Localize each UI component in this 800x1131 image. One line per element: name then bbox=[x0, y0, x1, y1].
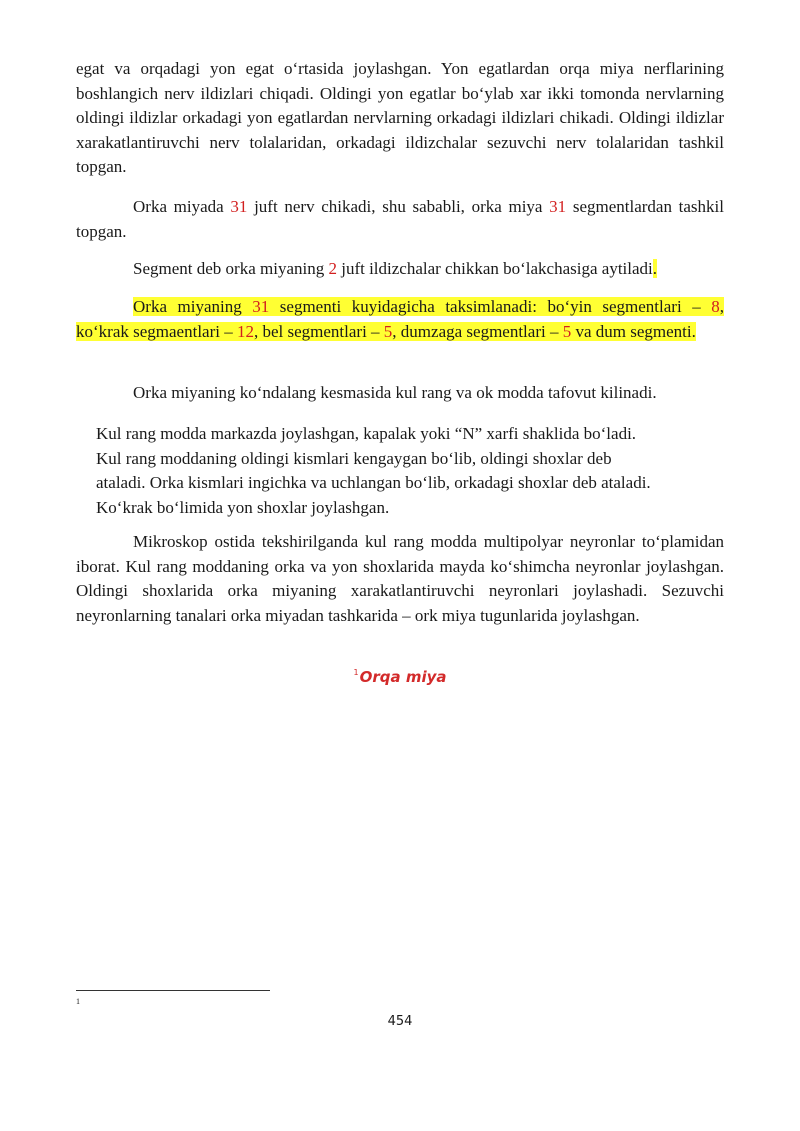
text-run: , dumzaga segmentlari – bbox=[392, 321, 563, 341]
number-highlight: 12 bbox=[236, 321, 254, 341]
text-run: Orka miyaning bbox=[133, 297, 253, 316]
paragraph-nerve-count bbox=[76, 195, 724, 244]
text-run: , ko‘krak segmaentlari – bbox=[76, 297, 724, 341]
text-run: juft nerv chikadi, shu sababli, orka miya bbox=[247, 197, 550, 216]
paragraph-spinal-roots: egat va orqadagi yon egat o‘rtasida joylashgan. Yon egatlardan orqa miya nerflarining boshlangich nerv ildizlari chiqadi. Oldingi yon egatlar bo‘ylab xar ikki tomonda nervlarning oldingi ildizlar orkadagi yon egatlardan nervlarning orkadagi ildizlari chikadi. Oldingi ildizlar xarakatlantiruvchi nerv tolalaridan, orkadagi ildizchalar sezuvchi nerv tolalaridan tashkil topgan. bbox=[76, 59, 724, 176]
text-run: juft ildizchalar chikkan bo‘lakchasiga aytiladi bbox=[336, 259, 653, 278]
text-run: va dum segmenti. bbox=[571, 321, 696, 341]
block-line: Kul rang modda markazda joylashgan, kapalak yoki “N” xarfi shaklida bo‘ladi. bbox=[96, 424, 637, 443]
gray-matter-block bbox=[96, 422, 716, 520]
number-highlight: 31 bbox=[549, 197, 567, 216]
number-highlight: 5 bbox=[383, 321, 393, 341]
paragraph-cross-section: Orka miyaning ko‘ndalang kesmasida kul rang va ok modda tafovut kilinadi. bbox=[133, 383, 657, 402]
number-highlight: 2 bbox=[328, 259, 337, 278]
text-run: Segment deb orka miyaning bbox=[133, 259, 329, 278]
number-highlight: 8 bbox=[711, 297, 720, 316]
highlighted-period: . bbox=[652, 259, 658, 278]
block-line: ataladi. Orka kismlari ingichka va uchlangan bo‘lib, orkadagi shoxlar deb ataladi. bbox=[96, 473, 651, 492]
number-highlight: 5 bbox=[562, 321, 572, 341]
text-run: Orka miyada bbox=[133, 197, 231, 216]
block-line: Kul rang moddaning oldingi kismlari kengaygan bo‘lib, oldingi shoxlar deb bbox=[96, 448, 612, 468]
paragraph-segment-division bbox=[76, 295, 724, 344]
paragraph-microscope: Mikroskop ostida tekshirilganda kul rang modda multipolyar neyronlar to‘plamidan iborat. Kul rang moddaning orka va yon shoxlarida mayda ko‘shimcha neyronlar joylashgan. Oldingi shoxlarida orka miyaning xarakatlantiruvchi neyronlari joylashadi. Sezuvchi neyronlarning tanalari orka miyadan tashkarida – ork miya tugunlarida joylashgan. bbox=[76, 532, 724, 625]
text-run: segmentlardan tashkil topgan. bbox=[76, 197, 724, 241]
number-highlight: 31 bbox=[230, 197, 248, 216]
highlighted-text bbox=[76, 297, 724, 341]
number-highlight: 31 bbox=[252, 297, 270, 316]
block-line: Ko‘krak bo‘limida yon shoxlar joylashgan. bbox=[96, 497, 390, 517]
footnote-marker: 1 bbox=[76, 997, 80, 1006]
page-number: 454 bbox=[387, 1014, 413, 1029]
text-run: segmenti kuyidagicha taksimlanadi: bo‘yin segmentlari – bbox=[269, 297, 712, 316]
figure-caption bbox=[0, 668, 800, 686]
caption-footnote-marker: 1 bbox=[353, 668, 359, 677]
text-run: , bel segmentlari – bbox=[253, 321, 384, 341]
paragraph-segment-definition bbox=[76, 257, 724, 282]
caption-text: Orqa miya bbox=[359, 668, 447, 686]
footnote-divider bbox=[76, 990, 270, 991]
